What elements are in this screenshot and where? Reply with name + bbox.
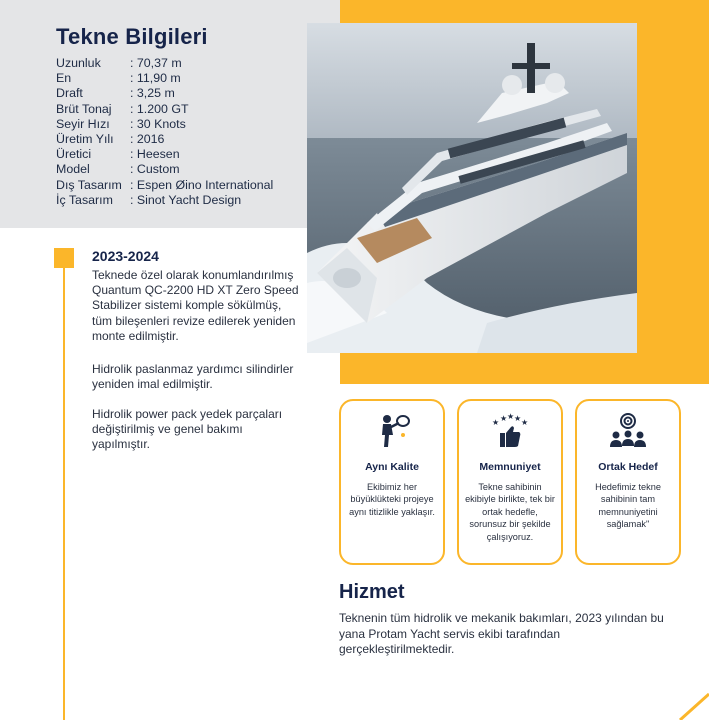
spec-row (56, 86, 316, 101)
specs-table (56, 56, 316, 208)
specs-title: Tekne Bilgileri (56, 24, 208, 49)
spec-value: : 30 Knots (130, 116, 186, 131)
spec-row (56, 178, 316, 193)
svg-text:★: ★ (500, 414, 508, 423)
spec-value: : 11,90 m (130, 71, 181, 86)
spec-label: Üretici (56, 147, 92, 162)
card-title: Memnuniyet (479, 461, 541, 473)
spec-row (56, 71, 316, 86)
card-title: Aynı Kalite (365, 461, 419, 473)
yacht-photo (307, 23, 637, 353)
svg-text:★: ★ (514, 414, 522, 423)
spec-row (56, 162, 316, 177)
timeline-paragraph: Hidrolik power pack yedek parçaları değiştirilmiş ve genel bakımı yapılmıştır. (92, 407, 283, 452)
timeline-paragraph: Hidrolik paslanmaz yardımcı silindirler yeniden imal edilmiştir. (92, 362, 294, 392)
spec-row (56, 193, 316, 208)
spec-row (56, 56, 316, 71)
timeline-year: 2023-2024 (92, 248, 159, 264)
spec-value: : 2016 (130, 132, 165, 147)
timeline-line (63, 258, 65, 720)
team-target-icon (577, 413, 679, 451)
spec-value: : Espen Øino International (130, 177, 274, 192)
spec-label: İç Tasarım (56, 192, 113, 207)
feature-card-common-goal (575, 399, 681, 565)
spec-label: Seyir Hızı (56, 116, 110, 131)
corner-decoration (640, 680, 709, 720)
timeline-paragraph: Teknede özel olarak konumlandırılmış Quantum QC-2200 HD XT Zero Speed Stabilizer sistemi komple sökülmüş, tüm bileşenleri revize edilerek yeniden monte edilmiştir. (92, 268, 299, 343)
spec-label: Model (56, 162, 90, 177)
service-text: Teknenin tüm hidrolik ve mekanik bakımları, 2023 yılından bu yana Protam Yacht servis ekibi tarafından gerçekleştirilmektedir. (339, 611, 664, 656)
spec-row (56, 102, 316, 117)
feature-card-quality (339, 399, 445, 565)
card-text: Hedefimiz tekne sahibinin tam memnuniyetini sağlamak" (595, 482, 661, 530)
service-title: Hizmet (339, 581, 405, 603)
card-title: Ortak Hedef (598, 461, 658, 473)
spec-label: Brüt Tonaj (56, 101, 112, 116)
card-text: Tekne sahibinin ekibiyle birlikte, tek bir ortak hedefle, sorunsuz bir şekilde çalışıyoruz. (465, 482, 555, 542)
svg-text:★: ★ (521, 418, 529, 427)
spec-value: : 70,37 m (130, 56, 182, 70)
svg-text:★: ★ (507, 413, 515, 421)
spec-label: Dış Tasarım (56, 177, 122, 192)
spec-value: : Custom (130, 162, 180, 177)
spec-label: En (56, 71, 72, 86)
spec-label: Draft (56, 86, 83, 101)
spec-row (56, 117, 316, 132)
feature-card-satisfaction (457, 399, 563, 565)
timeline-marker (54, 248, 74, 268)
spec-row (56, 147, 316, 162)
svg-text:★: ★ (492, 418, 500, 427)
spec-row (56, 132, 316, 147)
thumbs-up-stars-icon (459, 413, 561, 451)
spec-label: Üretim Yılı (56, 132, 114, 147)
spec-label: Uzunluk (56, 56, 101, 70)
player-with-racket-icon (341, 413, 443, 451)
spec-value: : 3,25 m (130, 86, 175, 101)
spec-value: : 1.200 GT (130, 101, 189, 116)
spec-value: : Sinot Yacht Design (130, 192, 242, 207)
spec-value: : Heesen (130, 147, 180, 162)
card-text: Ekibimiz her büyüklükteki projeye aynı titizlikle yaklaşır. (349, 482, 435, 517)
